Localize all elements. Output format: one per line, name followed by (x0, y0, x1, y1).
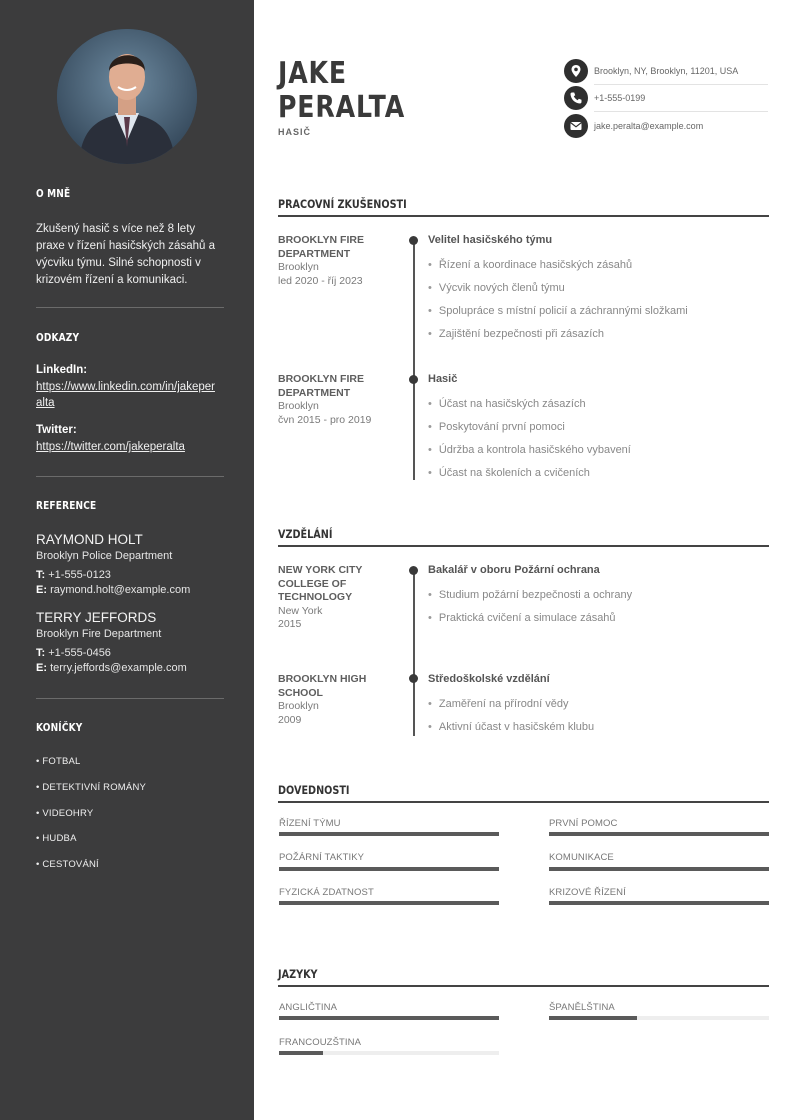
list-item: • Údržba a kontrola hasičského vybavení (428, 444, 631, 456)
timeline-dot (409, 566, 418, 575)
language-bar (279, 1051, 499, 1055)
location-icon (564, 59, 588, 83)
list-item: • Řízení a koordinace hasičských zásahů (428, 259, 632, 271)
experience-heading: PRACOVNÍ ZKUŠENOSTI (278, 197, 407, 211)
degree-title: Bakalář v oboru Požární ochrana (428, 564, 600, 576)
list-item: • Praktická cvičení a simulace zásahů (428, 612, 616, 624)
list-item: • Studium požární bezpečnosti a ochrany (428, 589, 632, 601)
job-title: Hasič (428, 373, 458, 385)
hobby-item: • DETEKTIVNÍ ROMÁNY (36, 782, 147, 793)
skill-bar-fill (279, 867, 499, 871)
section-rule (278, 801, 769, 803)
timeline-dot (409, 674, 418, 683)
skill-bar (279, 867, 499, 871)
skill-bar (549, 832, 769, 836)
skill-bar-fill (549, 832, 769, 836)
skill-bar-fill (549, 867, 769, 871)
language-bar-fill (279, 1051, 323, 1055)
reference-name: TERRY JEFFORDS (36, 610, 157, 625)
divider (36, 476, 224, 477)
contact-address: Brooklyn, NY, Brooklyn, 11201, USA (594, 66, 739, 76)
skill-label: ŘÍZENÍ TÝMU (279, 818, 341, 829)
job-role: HASIČ (278, 127, 312, 137)
reference-name: RAYMOND HOLT (36, 532, 143, 547)
skill-label: KOMUNIKACE (549, 852, 614, 863)
skill-label: KRIZOVÉ ŘÍZENÍ (549, 887, 626, 898)
job-title: Velitel hasičského týmu (428, 234, 553, 246)
profile-photo (57, 29, 197, 164)
list-item: • Účast na hasičských zásazích (428, 398, 586, 410)
school: NEW YORK CITY COLLEGE OF TECHNOLOGY New York 2015 (278, 564, 363, 630)
skill-bar-fill (279, 901, 499, 905)
list-item: • Spolupráce s místní policií a záchrannými složkami (428, 305, 688, 317)
section-rule (278, 545, 769, 547)
divider (594, 84, 768, 85)
contact-phone: +1-555-0199 (594, 93, 646, 103)
hobbies-heading: KONÍČKY (36, 721, 83, 734)
contact-email: jake.peralta@example.com (594, 121, 704, 131)
twitter-link[interactable]: https://twitter.com/jakeperalta (36, 441, 185, 453)
hobby-item: • HUDBA (36, 833, 77, 844)
divider (36, 698, 224, 699)
timeline-line (413, 570, 415, 736)
skill-bar (549, 867, 769, 871)
employer: BROOKLYN FIRE DEPARTMENT Brooklyn led 2020 - říj 2023 (278, 234, 364, 287)
degree-title: Středoškolské vzdělání (428, 673, 550, 685)
reference-email: E: raymond.holt@example.com (36, 584, 191, 596)
list-item: • Poskytování první pomoci (428, 421, 565, 433)
skill-label: POŽÁRNÍ TAKTIKY (279, 852, 365, 863)
hobby-item: • VIDEOHRY (36, 808, 94, 819)
reference-phone: T: +1-555-0456 (36, 647, 111, 659)
divider (594, 111, 768, 112)
list-item: • Zaměření na přírodní vědy (428, 698, 568, 710)
language-bar-fill (549, 1016, 637, 1020)
twitter-label: Twitter: (36, 424, 77, 436)
skill-bar-fill (549, 901, 769, 905)
language-bar (549, 1016, 769, 1020)
reference-org: Brooklyn Fire Department (36, 628, 162, 640)
skill-label: PRVNÍ POMOC (549, 818, 618, 829)
language-label: ŠPANĚLŠTINA (549, 1002, 615, 1013)
languages-heading: JAZYKY (278, 967, 318, 981)
skill-bar (549, 901, 769, 905)
reference-org: Brooklyn Police Department (36, 550, 173, 562)
skill-bar (279, 832, 499, 836)
language-bar-fill (279, 1016, 499, 1020)
language-label: ANGLIČTINA (279, 1002, 338, 1013)
timeline-dot (409, 375, 418, 384)
school: BROOKLYN HIGH SCHOOL Brooklyn 2009 (278, 673, 367, 726)
section-rule (278, 985, 769, 987)
reference-phone: T: +1-555-0123 (36, 569, 111, 581)
linkedin-label: LinkedIn: (36, 364, 88, 376)
list-item: • Aktivní účast v hasičském klubu (428, 721, 594, 733)
links-heading: ODKAZY (36, 331, 80, 344)
reference-email: E: terry.jeffords@example.com (36, 662, 187, 674)
education-heading: VZDĚLÁNÍ (278, 527, 333, 541)
list-item: • Zajištění bezpečnosti při zásazích (428, 328, 604, 340)
references-heading: REFERENCE (36, 499, 97, 512)
phone-icon (564, 86, 588, 110)
timeline-line (413, 240, 415, 480)
first-name: JAKE (278, 56, 347, 91)
hobby-item: • FOTBAL (36, 756, 81, 767)
list-item: • Výcvik nových členů týmu (428, 282, 565, 294)
last-name: PERALTA (278, 90, 406, 125)
employer: BROOKLYN FIRE DEPARTMENT Brooklyn čvn 2015 - pro 2019 (278, 373, 372, 426)
about-heading: O MNĚ (36, 187, 71, 200)
mail-icon (564, 114, 588, 138)
sidebar (0, 0, 254, 1120)
language-label: FRANCOUZŠTINA (279, 1037, 362, 1048)
list-item: • Účast na školeních a cvičeních (428, 467, 590, 479)
skill-bar (279, 901, 499, 905)
section-rule (278, 215, 769, 217)
skills-heading: DOVEDNOSTI (278, 783, 350, 797)
timeline-dot (409, 236, 418, 245)
language-bar (279, 1016, 499, 1020)
skill-label: FYZICKÁ ZDATNOST (279, 887, 374, 898)
skill-bar-fill (279, 832, 499, 836)
about-text: Zkušený hasič s více než 8 lety praxe v řízení hasičských zásahů a výcviku týmu. Silné schopnosti v krizovém řízení a komunikaci. (36, 223, 215, 286)
hobby-item: • CESTOVÁNÍ (36, 859, 99, 870)
divider (36, 307, 224, 308)
linkedin-link[interactable]: https://www.linkedin.com/in/jakeperalta (36, 381, 215, 409)
